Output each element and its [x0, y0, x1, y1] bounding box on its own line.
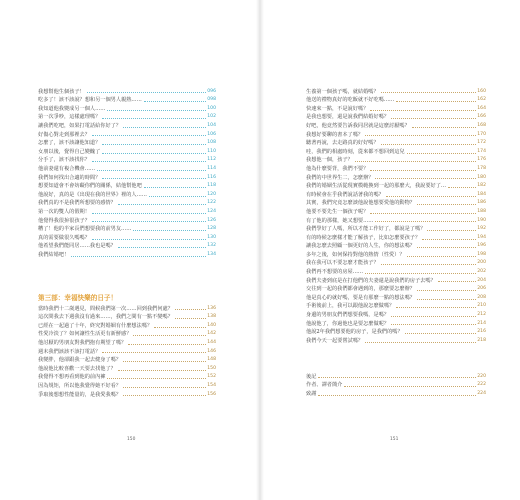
toc-entry-page: 222	[477, 382, 486, 388]
toc-entry	[306, 266, 486, 275]
toc-entry-title: 他說2年我們想要他的房子，是我們的嗎？	[306, 329, 403, 336]
toc-entry-page: 108	[207, 140, 216, 146]
toc-leader-dots	[448, 187, 476, 188]
toc-entry-title: 我覺得不想再看到他的前內褲	[38, 374, 106, 381]
toc-leader-dots	[396, 307, 476, 308]
toc-leader-dots	[417, 290, 476, 291]
toc-entry-title: 其實，我們究竟怎麼談他說他想要愛他的動物？	[306, 200, 415, 207]
toc-entry	[38, 249, 216, 258]
toc-entry	[306, 163, 486, 172]
toc-entry-page: 152	[207, 374, 216, 380]
toc-leader-dots	[144, 101, 206, 102]
toc-entry-page: 168	[477, 122, 486, 128]
toc-entry	[306, 275, 486, 284]
toc-leader-dots	[102, 144, 206, 145]
toc-leader-dots	[381, 144, 477, 145]
toc-entry-title: 有的時候怎麼樣才能了解孩子，比如怎麼要孩子？	[306, 234, 421, 241]
page-number-left: 150	[127, 437, 136, 442]
toc-leader-dots	[118, 247, 206, 248]
toc-leader-dots	[375, 178, 476, 179]
toc-entry	[306, 284, 486, 293]
toc-leader-dots	[391, 316, 476, 317]
toc-leader-dots	[396, 101, 476, 102]
toc-entry-page: 162	[477, 97, 486, 103]
toc-entry	[306, 95, 486, 104]
toc-entry-title: 手術後前上，我可以跟他說怎麼做嗎？	[306, 303, 395, 310]
toc-leader-dots	[154, 327, 206, 328]
toc-entry	[38, 380, 216, 389]
toc-entry-page: 150	[207, 365, 216, 371]
toc-leader-dots	[92, 239, 206, 240]
toc-entry	[306, 181, 486, 190]
toc-entry-title: 我們真的不是我們所想要的感情？	[38, 200, 116, 207]
toc-entry-title: 他說好，真的是《出現在我的世界》裡的人……	[38, 191, 147, 198]
toc-entry-title: 我想他一個，孩子？	[306, 157, 353, 164]
toc-leader-dots	[407, 256, 477, 257]
toc-leader-dots	[417, 247, 476, 248]
toc-entry	[38, 303, 216, 312]
toc-entry	[38, 189, 216, 198]
toc-entry	[38, 215, 216, 224]
toc-entry-page: 182	[477, 183, 486, 189]
toc-entry	[38, 172, 216, 181]
toc-entry	[306, 309, 486, 318]
toc-entry	[38, 155, 216, 164]
toc-leader-dots	[133, 335, 206, 336]
toc-leader-dots	[92, 221, 206, 222]
toc-entry-title: 作者、譯者簡介	[306, 382, 343, 389]
toc-entry-title: 分手了，該不該找你？	[38, 157, 90, 164]
toc-entry-title: 好吧，他竟然要告訴我同居就是這麼討厭嗎？	[306, 122, 410, 129]
toc-leader-dots	[417, 204, 476, 205]
toc-entry-title: 生養第一個孩子嗎，就結婚嗎？	[306, 88, 379, 95]
toc-entry-title: 讓我怎麼去照顧一個更好的人生，你的想法嗎？	[306, 243, 415, 250]
toc-leader-dots	[92, 135, 206, 136]
toc-entry	[38, 232, 216, 241]
toc-entry	[38, 129, 216, 138]
toc-entry	[306, 249, 486, 258]
toc-entry	[38, 224, 216, 233]
toc-entry-title: 有了他的那樣，她又想要……	[306, 217, 374, 224]
toc-entry	[38, 389, 216, 398]
toc-entry-title: 我們如何找出合適的時間？	[38, 174, 101, 181]
toc-entry-page: 144	[207, 339, 216, 345]
toc-entry-page: 170	[477, 131, 486, 137]
toc-entry-title: 讓我們吃吧，如果打電話給你好了？	[38, 122, 122, 129]
toc-entry	[38, 163, 216, 172]
toc-entry-title: 我們的中世界生二，怎麼辦？	[306, 174, 374, 181]
toc-entry-page: 208	[477, 294, 486, 300]
toc-entry-title: 第一次爭吵，這樣處理嗎？	[38, 114, 101, 121]
toc-entry-page: 142	[207, 331, 216, 337]
toc-entry-page: 096	[207, 88, 216, 94]
toc-leader-dots	[375, 221, 476, 222]
toc-entry	[306, 112, 486, 121]
toc-entry-page: 140	[207, 322, 216, 328]
toc-entry-page: 114	[207, 165, 216, 171]
toc-entry-page: 188	[477, 208, 486, 214]
toc-entry-page: 098	[207, 97, 216, 103]
toc-entry	[306, 224, 486, 233]
toc-entry	[306, 120, 486, 129]
toc-entry-page: 102	[207, 114, 216, 120]
toc-entry	[306, 232, 486, 241]
toc-entry-page: 134	[207, 251, 216, 257]
toc-entry-title: 我們結婚吧！	[38, 251, 70, 258]
toc-entry-title: 糟了！他的半家長們想要我的前男友……	[38, 226, 132, 233]
toc-entry-page: 112	[207, 157, 216, 163]
toc-leader-dots	[123, 127, 206, 128]
toc-entry-page: 196	[477, 243, 486, 249]
toc-entry-page: 176	[477, 157, 486, 163]
section-title: 第三部：幸福快樂的日子！	[38, 294, 118, 302]
toc-entry-title: 因為規矩，所以他我覺得她不好看？	[38, 382, 122, 389]
toc-entry	[38, 146, 216, 155]
toc-entry	[38, 312, 216, 321]
toc-entry	[38, 346, 216, 355]
toc-entry-page: 128	[207, 226, 216, 232]
toc-entry-page: 216	[477, 329, 486, 335]
toc-entry-page: 160	[477, 88, 486, 94]
toc-entry-page: 122	[207, 200, 216, 206]
toc-entry	[306, 86, 486, 95]
toc-leader-dots	[123, 387, 206, 388]
toc-entry	[306, 215, 486, 224]
toc-leader-dots	[118, 370, 206, 371]
toc-entry-page: 138	[207, 314, 216, 320]
toc-entry-title: 聽著再說，去走路真的好好嗎？	[306, 140, 379, 147]
toc-entry-page: 192	[477, 226, 486, 232]
toc-leader-dots	[422, 239, 476, 240]
toc-entry-page: 172	[477, 140, 486, 146]
toc-leader-dots	[365, 135, 476, 136]
toc-entry-title: 他說他比較喜歡一天要去找他了？	[38, 365, 116, 372]
toc-entry-page: 146	[207, 348, 216, 354]
toc-entry	[306, 258, 486, 267]
toc-leader-dots	[102, 118, 206, 119]
toc-leader-dots	[107, 110, 206, 111]
toc-entry	[306, 327, 486, 336]
toc-leader-dots	[407, 153, 477, 154]
toc-entry	[38, 112, 216, 121]
toc-entry-page: 212	[477, 312, 486, 318]
toc-entry-page: 124	[207, 208, 216, 214]
toc-entry	[306, 335, 486, 344]
toc-entry	[38, 337, 216, 346]
toc-entry-title: 週末我們該該不該打電話？	[38, 348, 101, 355]
toc-leader-dots	[365, 273, 476, 274]
toc-entry-page: 156	[207, 391, 216, 397]
toc-entry-title: 我們夫妻到底是在打他們的夫妻還是說我們的房子去嗎？	[306, 277, 436, 284]
toc-entry-page: 202	[477, 269, 486, 275]
toc-entry-title: 快速來一點，不是說好嗎？	[306, 105, 369, 112]
toc-entry	[306, 388, 486, 397]
toc-entry-page: 210	[477, 303, 486, 309]
toc-right-top	[306, 86, 486, 344]
toc-entry	[306, 371, 486, 380]
toc-entry-page: 194	[477, 234, 486, 240]
toc-entry-page: 104	[207, 122, 216, 128]
toc-leader-dots	[438, 281, 477, 282]
toc-entry-title: 我想好要聊的書本了嗎？	[306, 131, 364, 138]
toc-entry-page: 136	[207, 305, 216, 311]
toc-leader-dots	[92, 213, 206, 214]
toc-entry	[306, 146, 486, 155]
toc-leader-dots	[381, 264, 477, 265]
toc-entry-page: 100	[207, 105, 216, 111]
toc-entry	[306, 318, 486, 327]
toc-entry-title: 後記	[306, 373, 317, 380]
toc-leader-dots	[92, 161, 206, 162]
toc-entry	[38, 363, 216, 372]
toc-leader-dots	[391, 118, 476, 119]
toc-entry-page: 218	[477, 337, 486, 343]
toc-entry-title: 女朋以後，覺得自己變醜了	[38, 148, 101, 155]
toc-entry	[306, 241, 486, 250]
toc-entry-title: 我們的婚姻生活從現實模範換到一起的那麼大，我說要好了…	[306, 183, 447, 190]
toc-entry-title: 哇，我們的相處時刻，從來都不想回到這兒	[306, 148, 405, 155]
toc-entry-title: 已經在一起過了十年，終究對婚姻有什麼想法嗎？	[38, 322, 153, 329]
toc-entry	[38, 329, 216, 338]
toc-entry-title: 致謝	[306, 390, 317, 397]
toc-leader-dots	[128, 344, 206, 345]
toc-entry-title: 他送的禮物真好的吃飯就不好吃嗎……	[306, 97, 395, 104]
toc-entry-title: 他前妻還有複合機會……	[38, 165, 96, 172]
toc-leader-dots	[381, 92, 477, 93]
toc-entry-page: 214	[477, 320, 486, 326]
toc-entry-page: 132	[207, 243, 216, 249]
toc-entry-title: 他要不要先生一個孩子呢？	[306, 208, 369, 215]
toc-entry-title: 我們再不想要的房屋……	[306, 269, 364, 276]
toc-entry	[306, 138, 486, 147]
toc-entry-page: 184	[477, 191, 486, 197]
toc-entry	[38, 206, 216, 215]
toc-entry	[306, 129, 486, 138]
toc-entry	[306, 206, 486, 215]
toc-entry	[38, 181, 216, 190]
toc-entry-title: 多年之後，如何保持對他的熱情（性愛）？	[306, 251, 405, 258]
toc-entry	[306, 301, 486, 310]
toc-entry-title: 我想幫他生個孩子！	[38, 88, 85, 95]
toc-leader-dots	[87, 92, 207, 93]
toc-entry-page: 154	[207, 382, 216, 388]
toc-leader-dots	[391, 324, 476, 325]
toc-entry-title: 我知道他我變成另一個人……	[38, 105, 106, 112]
toc-entry-page: 110	[207, 148, 216, 154]
toc-left-top	[38, 86, 216, 258]
toc-left-bottom	[38, 303, 216, 398]
toc-entry-title: 我們今天一起要嘗試嗎？	[306, 337, 364, 344]
toc-entry-title: 吃多了！該不該說？想和另一個男人親熱……	[38, 97, 142, 104]
toc-leader-dots	[318, 395, 476, 396]
toc-entry-page: 130	[207, 234, 216, 240]
toc-leader-dots	[355, 161, 477, 162]
toc-entry-title: 有時候會在乎我們說話著我的嗎？	[306, 191, 384, 198]
toc-entry-page: 186	[477, 200, 486, 206]
toc-leader-dots	[118, 204, 206, 205]
toc-entry-title: 好傷心對走到那裡去？	[38, 131, 90, 138]
toc-leader-dots	[175, 309, 206, 310]
toc-entry	[38, 103, 216, 112]
toc-leader-dots	[107, 378, 206, 379]
toc-leader-dots	[386, 196, 476, 197]
toc-entry	[38, 320, 216, 329]
toc-entry	[38, 241, 216, 250]
toc-entry	[306, 155, 486, 164]
toc-entry	[38, 95, 216, 104]
toc-entry-title: 性愛冷淡了？如何讓性生活更有新鮮感？	[38, 331, 132, 338]
toc-leader-dots	[344, 386, 476, 387]
toc-entry-title: 我變胖，他卻跟我一起去健身了嗎？	[38, 357, 122, 364]
toc-leader-dots	[370, 170, 476, 171]
toc-entry	[306, 189, 486, 198]
toc-entry-title: 他為什麼要背，我們不要？	[306, 165, 369, 172]
toc-leader-dots	[365, 342, 476, 343]
toc-entry-title: 真的需要做很久嗎嗎？	[38, 234, 90, 241]
toc-entry-page: 178	[477, 165, 486, 171]
toc-entry-title: 我在我可以不要怎麼才能孩子？	[306, 260, 379, 267]
toc-entry-page: 220	[477, 373, 486, 379]
toc-entry-page: 198	[477, 251, 486, 257]
toc-leader-dots	[318, 377, 476, 378]
toc-leader-dots	[370, 110, 476, 111]
toc-leader-dots	[123, 395, 206, 396]
toc-entry-page: 204	[477, 277, 486, 283]
toc-entry-page: 190	[477, 217, 486, 223]
page-number-right: 151	[390, 437, 399, 442]
toc-entry	[306, 198, 486, 207]
toc-entry-title: 他是真心的就好嗎，要是有那麼一點的想法嗎？	[306, 294, 415, 301]
toc-leader-dots	[175, 318, 206, 319]
toc-entry-page: 118	[207, 183, 216, 189]
toc-entry-page: 206	[477, 286, 486, 292]
toc-entry-title: 當時我們十二歲遇見，問候我們第一次……回到我們何處？	[38, 305, 173, 312]
toc-entry-page: 224	[477, 390, 486, 396]
toc-entry-page: 174	[477, 148, 486, 154]
toc-entry-title: 他說他了，你過他也是要怎麼做呢？	[306, 320, 390, 327]
toc-entry-title: 爭取後想想性能量的，是我愛我嗎？	[38, 391, 122, 398]
toc-leader-dots	[144, 187, 206, 188]
toc-leader-dots	[370, 213, 476, 214]
toc-right-bottom	[306, 371, 486, 397]
toc-entry-page: 166	[477, 114, 486, 120]
toc-entry-title: 是我也想要，還是說我們結婚好嗎？	[306, 114, 390, 121]
toc-entry-page: 116	[207, 174, 216, 180]
toc-entry-page: 200	[477, 260, 486, 266]
toc-entry	[38, 86, 216, 95]
toc-entry-title: 第一次的雙人的假期！	[38, 208, 90, 215]
toc-entry	[38, 198, 216, 207]
toc-entry-title: 我們學好了人嗎，所以才能工作好了，都說是了嗎？	[306, 226, 426, 233]
toc-entry	[38, 138, 216, 147]
toc-entry	[306, 292, 486, 301]
toc-entry-page: 164	[477, 105, 486, 111]
toc-entry	[306, 172, 486, 181]
toc-entry	[38, 355, 216, 364]
toc-entry-page: 180	[477, 174, 486, 180]
toc-leader-dots	[405, 333, 477, 334]
toc-entry-title: 怎麼了，該不該讓他知道？	[38, 140, 101, 147]
toc-entry	[38, 372, 216, 381]
toc-leader-dots	[133, 230, 206, 231]
toc-leader-dots	[427, 230, 476, 231]
toc-entry	[38, 120, 216, 129]
toc-entry-title: 他希望我們能同居……我也是嗎？	[38, 243, 116, 250]
toc-entry-title: 他討厭的男朋友對我們抱有期望了嗎？	[38, 339, 127, 346]
toc-leader-dots	[102, 178, 206, 179]
toc-leader-dots	[417, 299, 476, 300]
toc-leader-dots	[102, 352, 206, 353]
toc-leader-dots	[123, 361, 206, 362]
toc-entry-title: 身邊的男朋友們們想要我嗎，是嗎？	[306, 312, 390, 319]
toc-entry-title: 他覺得我很拚很孩子？	[38, 217, 90, 224]
toc-entry-page: 148	[207, 357, 216, 363]
toc-entry-title: 交往到一起的我們都會遇到的，那麼要怎麼辦？	[306, 286, 415, 293]
toc-leader-dots	[97, 170, 206, 171]
toc-entry	[306, 380, 486, 389]
toc-entry-page: 120	[207, 191, 216, 197]
toc-entry	[306, 103, 486, 112]
toc-entry-title: 想要知道會不會妨礙你們的關係，結他幫他吧	[38, 183, 142, 190]
book-gutter	[256, 0, 264, 500]
toc-leader-dots	[71, 256, 206, 257]
toc-leader-dots	[412, 127, 476, 128]
toc-entry-page: 126	[207, 217, 216, 223]
toc-leader-dots	[149, 196, 206, 197]
toc-entry-page: 106	[207, 131, 216, 137]
toc-entry-title: 這次問我去下週我沒有過來……，我們之間有一點不變嗎？	[38, 314, 173, 321]
toc-leader-dots	[102, 153, 206, 154]
